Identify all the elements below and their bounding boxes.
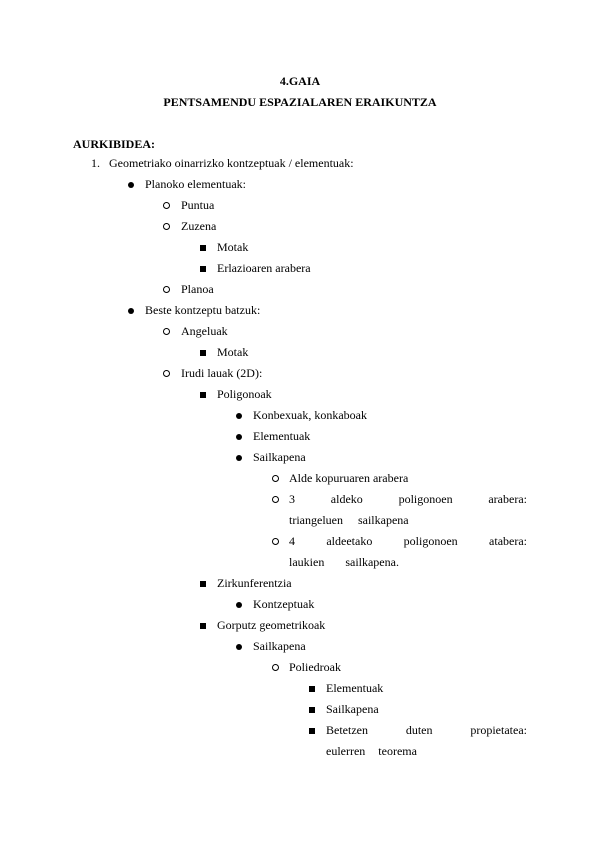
list-item: Puntua xyxy=(181,198,215,212)
list-item: Motak xyxy=(217,240,249,254)
square-bullet-icon xyxy=(200,350,206,356)
square-bullet-icon xyxy=(200,581,206,587)
list-number: 1. xyxy=(91,156,100,170)
circle-bullet-icon xyxy=(272,664,279,671)
list-item: Erlazioaren arabera xyxy=(217,261,311,275)
disc-bullet-icon xyxy=(236,644,242,650)
square-bullet-icon xyxy=(200,245,206,251)
list-item: Planoa xyxy=(181,282,214,296)
list-item: Beste kontzeptu batzuk: xyxy=(145,303,261,317)
list-item: Sailkapena xyxy=(253,450,306,464)
list-item: Elementuak xyxy=(326,681,384,695)
disc-bullet-icon xyxy=(236,434,242,440)
list-item: Geometriako oinarrizko kontzeptuak / elementuak: xyxy=(109,156,354,170)
circle-bullet-icon xyxy=(163,286,170,293)
list-item: Sailkapena xyxy=(326,702,379,716)
square-bullet-icon xyxy=(200,392,206,398)
list-item: Planoko elementuak: xyxy=(145,177,246,191)
list-item: Irudi lauak (2D): xyxy=(181,366,263,380)
list-item: Sailkapena xyxy=(253,639,306,653)
document-title: 4.GAIA xyxy=(279,74,321,88)
disc-bullet-icon xyxy=(236,455,242,461)
list-item: Motak xyxy=(217,345,249,359)
toc-heading: AURKIBIDEA: xyxy=(73,137,156,151)
list-item: Angeluak xyxy=(181,324,228,338)
circle-bullet-icon xyxy=(272,538,279,545)
disc-bullet-icon xyxy=(128,308,134,314)
document-subtitle: PENTSAMENDU ESPAZIALAREN ERAIKUNTZA xyxy=(163,95,437,109)
disc-bullet-icon xyxy=(128,182,134,188)
circle-bullet-icon xyxy=(163,370,170,377)
square-bullet-icon xyxy=(309,728,315,734)
list-item: Zirkunferentzia xyxy=(217,576,292,590)
circle-bullet-icon xyxy=(163,202,170,209)
square-bullet-icon xyxy=(200,623,206,629)
square-bullet-icon xyxy=(309,686,315,692)
list-item: 3 aldeko poligonoen arabera: triangeluen sailkapena xyxy=(289,492,527,527)
list-item: Alde kopuruaren arabera xyxy=(289,471,409,485)
list-item: Poligonoak xyxy=(217,387,272,401)
list-item: Gorputz geometrikoak xyxy=(217,618,326,632)
list-item: 4 aldeetako poligonoen atabera: laukien sailkapena. xyxy=(289,534,527,569)
circle-bullet-icon xyxy=(272,475,279,482)
disc-bullet-icon xyxy=(236,413,242,419)
list-item: Konbexuak, konkaboak xyxy=(253,408,367,422)
list-item: Poliedroak xyxy=(289,660,341,674)
list-item: Elementuak xyxy=(253,429,311,443)
square-bullet-icon xyxy=(309,707,315,713)
square-bullet-icon xyxy=(200,266,206,272)
circle-bullet-icon xyxy=(163,328,170,335)
circle-bullet-icon xyxy=(272,496,279,503)
list-item: Kontzeptuak xyxy=(253,597,315,611)
circle-bullet-icon xyxy=(163,223,170,230)
disc-bullet-icon xyxy=(236,602,242,608)
list-item: Zuzena xyxy=(181,219,217,233)
list-item: Betetzen duten propietatea: eulerren teorema xyxy=(326,723,527,758)
